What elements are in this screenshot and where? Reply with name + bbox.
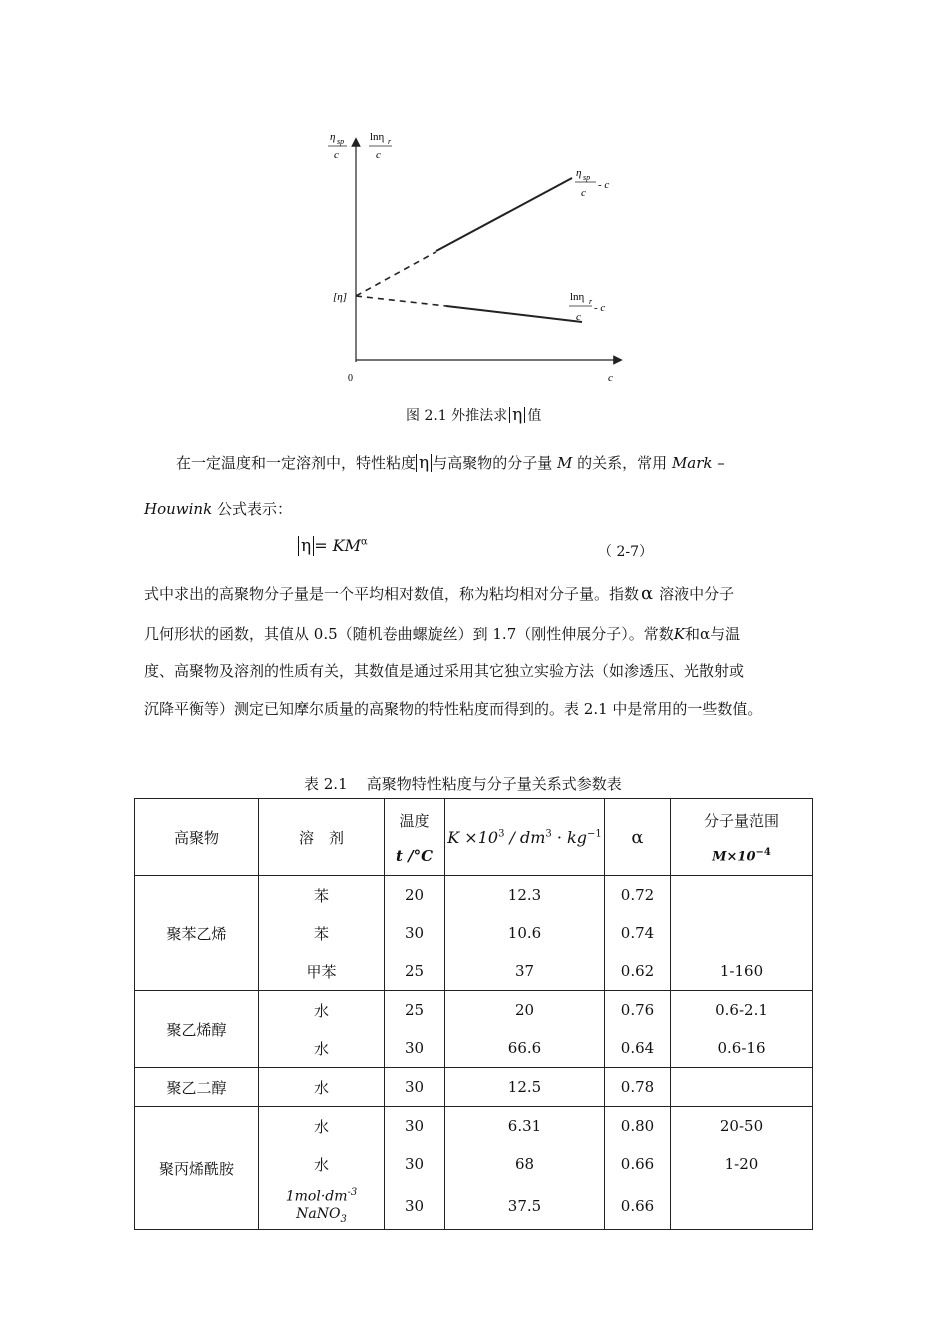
upper-line-label [575, 167, 609, 199]
paragraph-1-line-2: Houwink 公式表示： [144, 500, 292, 518]
y-label-right [369, 131, 392, 161]
y-label-left [328, 131, 347, 161]
figure-caption: 图 2.1 外推法求 η 值 [406, 405, 542, 425]
header-alpha: α [605, 799, 671, 876]
table-row: 水 30 68 0.66 1-20 [135, 1145, 813, 1183]
svg-text:sp: sp [337, 137, 345, 146]
table-row: 聚丙烯酰胺 水 30 6.31 0.80 20-50 [135, 1107, 813, 1146]
x-axis-label: c [608, 372, 613, 384]
upper-line-solid [436, 178, 572, 251]
table-row: $1mol\cdot dm^{-3}$ NaNO$_3$ 30 37.5 0.66 [135, 1183, 813, 1230]
lower-line-solid [446, 306, 582, 322]
table-header-row [135, 799, 813, 876]
svg-text:c: c [334, 149, 339, 161]
svg-text:r: r [388, 137, 392, 146]
svg-text:c: c [576, 311, 581, 323]
caption-eta: η [509, 407, 525, 423]
table-row: 聚苯乙烯 苯 20 12.3 0.72 [135, 876, 813, 915]
paragraph-2-line-3: 度、高聚物及溶剂的性质有关，其数值是通过采用其它独立实验方法（如渗透压、光散射或 [144, 662, 745, 680]
intercept-label: [η] [333, 291, 348, 303]
equation-2-7: $\eta = KM^\alpha$ [298, 536, 368, 556]
paragraph-2-line-1: 式中求出的高聚物分子量是一个平均相对数值，称为粘均相对分子量。指数 α 溶液中分子 [144, 583, 735, 604]
svg-text:η: η [576, 167, 582, 179]
svg-text:sp: sp [583, 173, 591, 182]
parameter-table [134, 798, 813, 1230]
header-polymer: 高聚物 [135, 799, 259, 876]
paragraph-2-line-2: 几何形状的函数，其值从 0.5（随机卷曲螺旋丝）到 1.7（刚性伸展分子）。常数K和α与温 [144, 625, 741, 643]
lower-line-label [569, 291, 605, 323]
polymer-cell: 聚乙二醇 [135, 1068, 259, 1107]
header-solvent: 溶 剂 [259, 799, 385, 876]
polymer-cell: 聚苯乙烯 [135, 876, 259, 991]
table-row: 聚乙二醇 水 30 12.5 0.78 [135, 1068, 813, 1107]
svg-text:η: η [330, 131, 336, 143]
table-row: 水 30 66.6 0.64 0.6-16 [135, 1029, 813, 1068]
table-row: 聚乙烯醇 水 25 20 0.76 0.6-2.1 [135, 991, 813, 1030]
upper-line-dashed [356, 252, 436, 296]
table-caption: 表 2.1 高聚物特性粘度与分子量关系式参数表 [304, 775, 622, 793]
header-range: 分子量范围 $M\times 10^{-4}$ [671, 799, 813, 876]
svg-text:r: r [589, 297, 593, 306]
svg-text:c: c [376, 149, 381, 161]
svg-text:lnη: lnη [370, 131, 385, 143]
header-temp: 温度 t /°C [385, 799, 445, 876]
paragraph-2-line-4: 沉降平衡等）测定已知摩尔质量的高聚物的特性粘度而得到的。表 2.1 中是常用的一些数值。 [144, 700, 763, 718]
origin-label: 0 [348, 373, 353, 384]
paragraph-1-line-1: 在一定温度和一定溶剂中，特性粘度 η 与高聚物的分子量 M 的关系，常用 Mark – [176, 453, 725, 473]
table-row: 甲苯 25 37 0.62 1-160 [135, 952, 813, 991]
svg-text:- c: - c [598, 179, 610, 191]
svg-text:c: c [581, 187, 586, 199]
svg-text:- c: - c [594, 302, 606, 314]
table-row: 苯 30 10.6 0.74 [135, 914, 813, 952]
extrapolation-figure [0, 0, 950, 420]
lower-line-dashed [356, 296, 446, 306]
svg-text:lnη: lnη [570, 291, 585, 303]
equation-number: （ 2-7） [598, 544, 653, 560]
header-k: $K \times 10^3 / dm^3 \cdot kg^{-1}$ [445, 799, 605, 876]
eta-bracket: η [416, 454, 432, 472]
polymer-cell: 聚丙烯酰胺 [135, 1107, 259, 1230]
polymer-cell: 聚乙烯醇 [135, 991, 259, 1068]
